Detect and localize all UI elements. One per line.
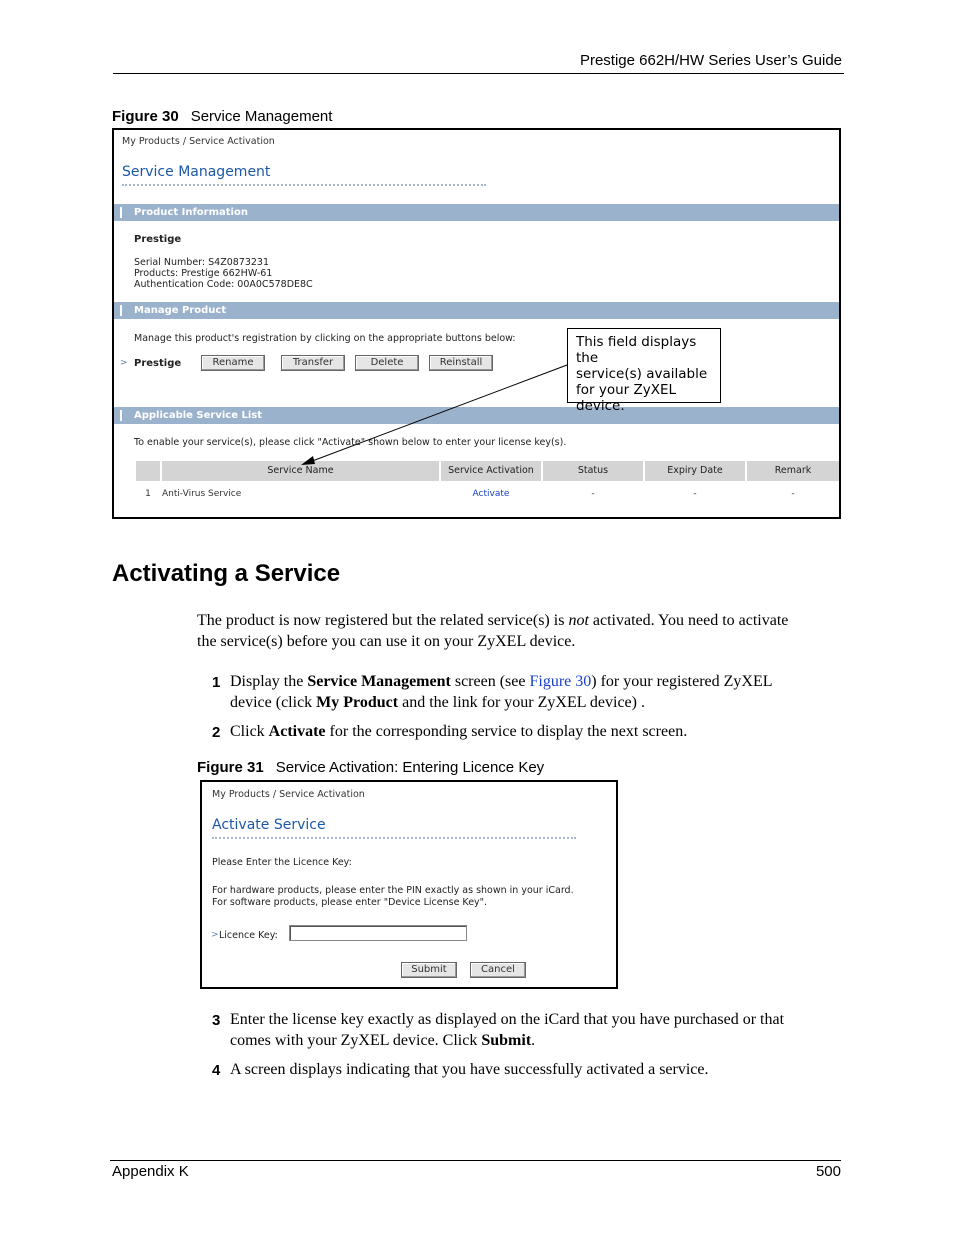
software-note: For software products, please enter "Device License Key".: [212, 897, 488, 908]
step-1-text-c: ) for your registered ZyXEL: [591, 673, 773, 690]
step-2-bold: Activate: [268, 723, 326, 740]
figure-31-caption: [197, 759, 544, 776]
page-number: 500: [815, 1163, 841, 1180]
reinstall-button[interactable]: Reinstall: [429, 355, 493, 371]
callout-line: [307, 365, 567, 463]
intro-paragraph: [197, 611, 857, 652]
intro-text-a: The product is now registered but the related service(s) is: [197, 612, 569, 629]
step-2-text-a: Click: [230, 723, 269, 740]
delete-button[interactable]: Delete: [355, 355, 419, 371]
callout-line-1: This field displays the: [576, 334, 697, 366]
submit-button[interactable]: Submit: [401, 962, 457, 978]
service-list-instruction: To enable your service(s), please click "Activate" shown below to enter your license key(s).: [134, 437, 567, 448]
step-1-text: [230, 672, 870, 713]
step-3-text: [230, 1010, 870, 1051]
callout-line-3: for your ZyXEL: [576, 382, 677, 398]
figure-30-title: Service Management: [190, 108, 333, 125]
table-header-status: Status: [543, 461, 643, 481]
page-header-title: Prestige 662H/HW Series User’s Guide: [579, 52, 842, 69]
step-2-text-b: for the corresponding service to display the next screen.: [325, 723, 688, 740]
licence-key-input[interactable]: [289, 925, 467, 941]
service-management-screenshot: [112, 128, 841, 519]
step-4-text: A screen displays indicating that you have successfully activated a service.: [230, 1061, 709, 1078]
activate-link[interactable]: Activate: [472, 489, 510, 499]
activate-service-screenshot: [200, 780, 618, 989]
section-heading: Activating a Service: [112, 560, 341, 587]
row-service-name: Anti-Virus Service: [162, 489, 242, 499]
table-header-service-name: Service Name: [162, 461, 439, 481]
footer-section: Appendix K: [112, 1163, 189, 1180]
intro-line-1: [197, 611, 857, 632]
manage-row-label: Prestige: [134, 358, 182, 369]
step-3-number: 3: [212, 1012, 221, 1029]
step-1-bold-a: Service Management: [307, 673, 451, 690]
row-status: -: [591, 489, 595, 499]
figure-30-link[interactable]: Figure 30: [529, 673, 592, 690]
product-model: Products: Prestige 662HW-61: [134, 268, 273, 279]
row-expiry-date: -: [693, 489, 697, 499]
table-header-remark: Remark: [747, 461, 839, 481]
cancel-button[interactable]: Cancel: [470, 962, 526, 978]
authentication-code: Authentication Code: 00A0C578DE8C: [134, 279, 313, 290]
figure-31-label: Figure 31: [197, 759, 264, 776]
callout-box: [567, 328, 721, 414]
licence-prompt: Please Enter the Licence Key:: [212, 857, 352, 868]
manage-instruction: Manage this product's registration by clicking on the appropriate buttons below:: [134, 333, 516, 344]
step-1-text-e: and the link for your ZyXEL device) .: [398, 693, 645, 711]
hardware-note: For hardware products, please enter the PIN exactly as shown in your iCard.: [212, 885, 574, 896]
transfer-button[interactable]: Transfer: [281, 355, 345, 371]
service-list-label: Applicable Service List: [134, 410, 263, 421]
step-3-text-a: comes with your ZyXEL device. Click: [230, 1031, 482, 1049]
product-name: Prestige: [134, 234, 182, 245]
title-underline: [212, 837, 576, 839]
intro-emphasis: not: [568, 612, 589, 629]
step-2-number: 2: [212, 724, 221, 741]
callout-arrowhead: [301, 456, 315, 465]
breadcrumb: My Products / Service Activation: [122, 136, 275, 147]
step-3-bold: Submit: [481, 1031, 532, 1049]
step-1-text-d: device (click: [230, 693, 317, 711]
step-3-line-1: Enter the license key exactly as displayed on the iCard that you have purchased or that: [230, 1011, 785, 1028]
product-information-label: Product Information: [134, 207, 248, 218]
licence-key-label: Licence Key:: [219, 930, 278, 941]
footer-rule: [110, 1160, 841, 1161]
figure-31-title: Service Activation: Entering Licence Key: [275, 759, 545, 776]
row-arrow-icon: >: [120, 358, 128, 368]
intro-line-2: the service(s) before you can use it on your ZyXEL device.: [197, 632, 576, 650]
figure-30-label: Figure 30: [112, 108, 179, 125]
breadcrumb: My Products / Service Activation: [212, 789, 365, 800]
row-index: 1: [145, 489, 151, 499]
step-4-number: 4: [212, 1062, 221, 1079]
screen-title: Service Management: [122, 164, 271, 180]
step-2-text: [230, 722, 870, 743]
callout-line-4: device.: [576, 398, 625, 414]
intro-text-b: activated. You need to activate: [588, 612, 789, 629]
step-1-text-b: screen (see: [450, 673, 530, 690]
callout-pointer: [114, 130, 839, 517]
figure-30-caption: [112, 108, 332, 125]
step-1-text-a: Display the: [230, 673, 308, 690]
field-arrow-icon: >: [211, 930, 219, 940]
callout-line-2: service(s) available: [576, 366, 708, 382]
header-rule: [113, 73, 844, 74]
step-1-number: 1: [212, 674, 221, 691]
manage-product-label: Manage Product: [134, 305, 227, 316]
row-remark: -: [791, 489, 795, 499]
table-header-expiry-date: Expiry Date: [645, 461, 745, 481]
screen-title: Activate Service: [212, 817, 326, 833]
rename-button[interactable]: Rename: [201, 355, 265, 371]
table-header-service-activation: Service Activation: [441, 461, 541, 481]
serial-number: Serial Number: S4Z0873231: [134, 257, 270, 268]
step-1-bold-b: My Product: [316, 693, 399, 711]
step-3-text-b: .: [531, 1031, 536, 1049]
